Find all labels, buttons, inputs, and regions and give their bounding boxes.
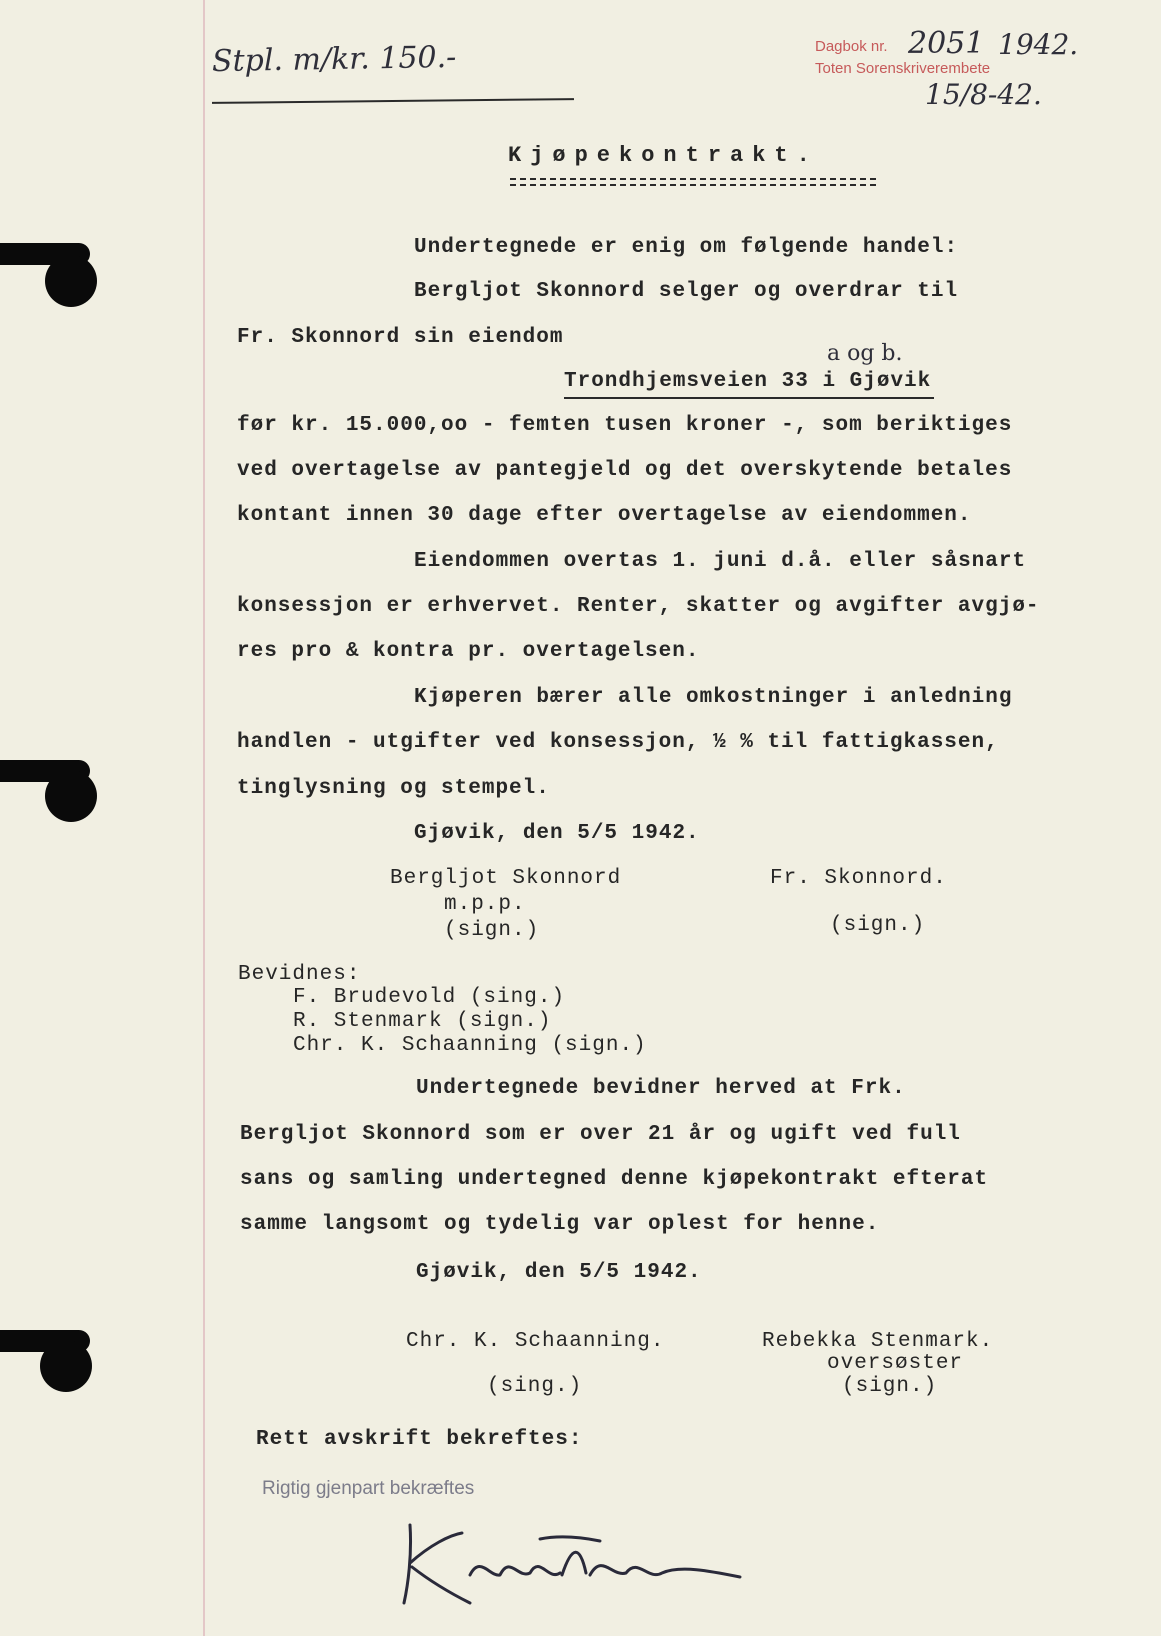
seller-mpp: m.p.p. <box>444 893 526 916</box>
buyer-name: Fr. Skonnord. <box>770 867 947 890</box>
body-line-5: før kr. 15.000,oo - femten tusen kroner -, som beriktiges <box>237 414 1013 437</box>
registry-year: 1942. <box>998 28 1079 61</box>
attest-line-4: samme langsomt og tydelig var oplest for henne. <box>240 1213 880 1236</box>
buyer-sign: (sign.) <box>830 914 926 937</box>
signature-scribble <box>390 1515 750 1615</box>
body-line-1: Undertegnede er enig om følgende handel: <box>414 236 959 259</box>
witness-2: R. Stenmark (sign.) <box>293 1010 552 1033</box>
margin-rule <box>203 0 205 1636</box>
body-line-11: Kjøperen bærer alle omkostninger i anledning <box>414 686 1013 709</box>
copy-confirmation: Rett avskrift bekreftes: <box>256 1428 583 1451</box>
body-line-2: Bergljot Skonnord selger og overdrar til <box>414 280 959 303</box>
body-line-8: Eiendommen overtas 1. juni d.å. eller såsnart <box>414 550 1027 573</box>
body-line-13: tinglysning og stempel. <box>237 777 550 800</box>
attest-date: Gjøvik, den 5/5 1942. <box>416 1261 702 1284</box>
witness-1: F. Brudevold (sing.) <box>293 986 566 1009</box>
seller-sign: (sign.) <box>444 919 540 942</box>
witnesses-label: Bevidnes: <box>238 963 361 986</box>
punch-hole-middle <box>45 770 97 822</box>
body-line-9: konsessjon er erhvervet. Renter, skatter og avgifter avgjø- <box>237 595 1040 618</box>
punch-hole-bottom <box>40 1340 92 1392</box>
insert-a-og-b: a og b. <box>827 341 903 366</box>
registry-stamp-label: Dagbok nr. <box>815 38 888 55</box>
registry-office: Toten Sorenskriverembete <box>815 60 991 77</box>
title-underline-2 <box>510 184 876 186</box>
body-line-3: Fr. Skonnord sin eiendom <box>237 326 564 349</box>
body-line-12: handlen - utgifter ved konsessjon, ½ % til fattigkassen, <box>237 731 999 754</box>
witness-3: Chr. K. Schaanning (sign.) <box>293 1034 647 1057</box>
body-line-7: kontant innen 30 dage efter overtagelse av eiendommen. <box>237 504 972 527</box>
signature-stroke <box>404 1525 740 1603</box>
stamp-duty-underline <box>212 98 574 104</box>
nurse-name: Rebekka Stenmark. <box>762 1330 994 1353</box>
document-title: Kjøpekontrakt. <box>508 143 819 168</box>
nurse-title: oversøster <box>827 1352 964 1375</box>
seller-name: Bergljot Skonnord <box>390 867 622 890</box>
body-line-6: ved overtagelse av pantegjeld og det overskytende betales <box>237 459 1013 482</box>
title-underline-1 <box>510 178 876 180</box>
attest-line-2: Bergljot Skonnord som er over 21 år og ugift ved full <box>240 1123 961 1146</box>
body-line-10: res pro & kontra pr. overtagelsen. <box>237 640 700 663</box>
stamp-duty-note: Stpl. m/kr. 150.- <box>211 39 457 80</box>
true-copy-stamp: Rigtig gjenpart bekræftes <box>262 1478 475 1499</box>
property-address: Trondhjemsveien 33 i Gjøvik <box>564 370 932 393</box>
nurse-sign: (sign.) <box>842 1375 938 1398</box>
punch-hole-top <box>45 255 97 307</box>
contract-date: Gjøvik, den 5/5 1942. <box>414 822 700 845</box>
attest-line-1: Undertegnede bevidner herved at Frk. <box>416 1077 906 1100</box>
witness-signature-name: Chr. K. Schaanning. <box>406 1330 665 1353</box>
attest-line-3: sans og samling undertegned denne kjøpekontrakt efterat <box>240 1168 989 1191</box>
registry-date: 15/8-42. <box>925 78 1042 111</box>
property-underline <box>564 397 934 399</box>
registry-number: 2051 <box>908 26 985 61</box>
witness-signature-sign: (sing.) <box>487 1375 583 1398</box>
